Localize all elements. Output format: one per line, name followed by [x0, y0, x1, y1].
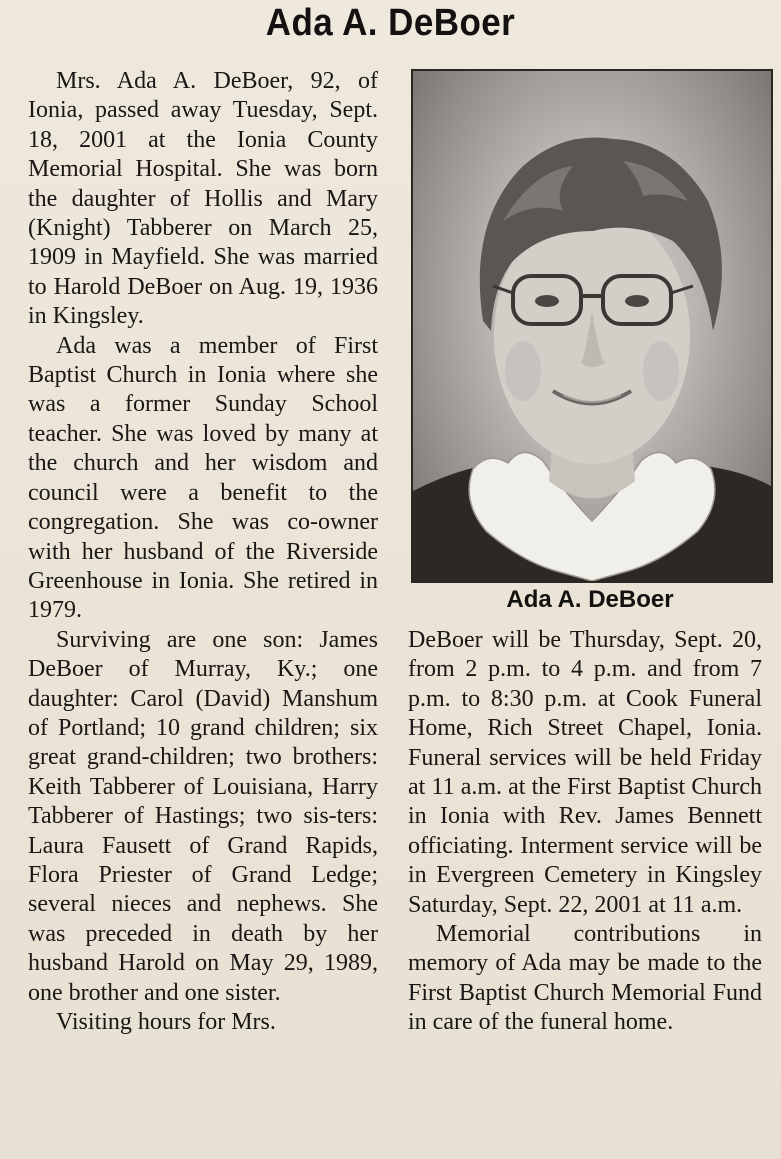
- right-text-column: [408, 626, 762, 1038]
- left-text-column: [28, 67, 378, 1037]
- photo-caption: Ada A. DeBoer: [506, 586, 674, 613]
- paragraph-services: DeBoer will be Thursday, Sept. 20, from 2 p.m. to 4 p.m. and from 7 p.m. to 8:30 p.m. at Cook Funeral Home, Rich Street Chapel, Ionia. Funeral services will be held Friday at 11 a.m. at the First Baptist Church in Ionia with Rev. James Bennett officiating. Interment service will be in Evergreen Cemetery in Kingsley Saturday, Sept. 22, 2001 at 11 a.m.: [408, 627, 762, 918]
- paragraph-survivors: Surviving are one son: James DeBoer of Murray, Ky.; one daughter: Carol (David) Manshum of Portland; 10 grand children; six great grand-children; two brothers: Keith Tabberer of Louisiana, Harry Tabberer of Hastings; two sis-ters: Laura Fausett of Grand Rapids, Flora Priester of Grand Ledge; several nieces and nephews. She was preceded in death by her husband Harold on May 29, 1989, one brother and one sister.: [28, 626, 378, 1006]
- paragraph-church-and-career: Ada was a member of First Baptist Church in Ionia where she was a former Sunday School teacher. She was loved by many at the church and her wisdom and council were a benefit to the congregation. She was co-owner with her husband of the Riverside Greenhouse in Ionia. She retired in 1979.: [28, 332, 378, 624]
- portrait-photo: [411, 69, 773, 583]
- paragraph-death-and-birth: Mrs. Ada A. DeBoer, 92, of Ionia, passed away Tuesday, Sept. 18, 2001 at the Ionia County Memorial Hospital. She was born the daughter of Hollis and Mary (Knight) Tabberer on March 25, 1909 in Mayfield. She was married to Harold DeBoer on Aug. 19, 1936 in Kingsley.: [28, 68, 378, 330]
- portrait-illustration: [413, 71, 771, 581]
- paragraph-visiting-start: Visiting hours for Mrs.: [56, 1009, 276, 1035]
- paragraph-memorial-contributions: Memorial contributions in memory of Ada may be made to the First Baptist Church Memorial Fund in care of the funeral home.: [408, 921, 762, 1036]
- obituary-headline: Ada A. DeBoer: [265, 2, 516, 44]
